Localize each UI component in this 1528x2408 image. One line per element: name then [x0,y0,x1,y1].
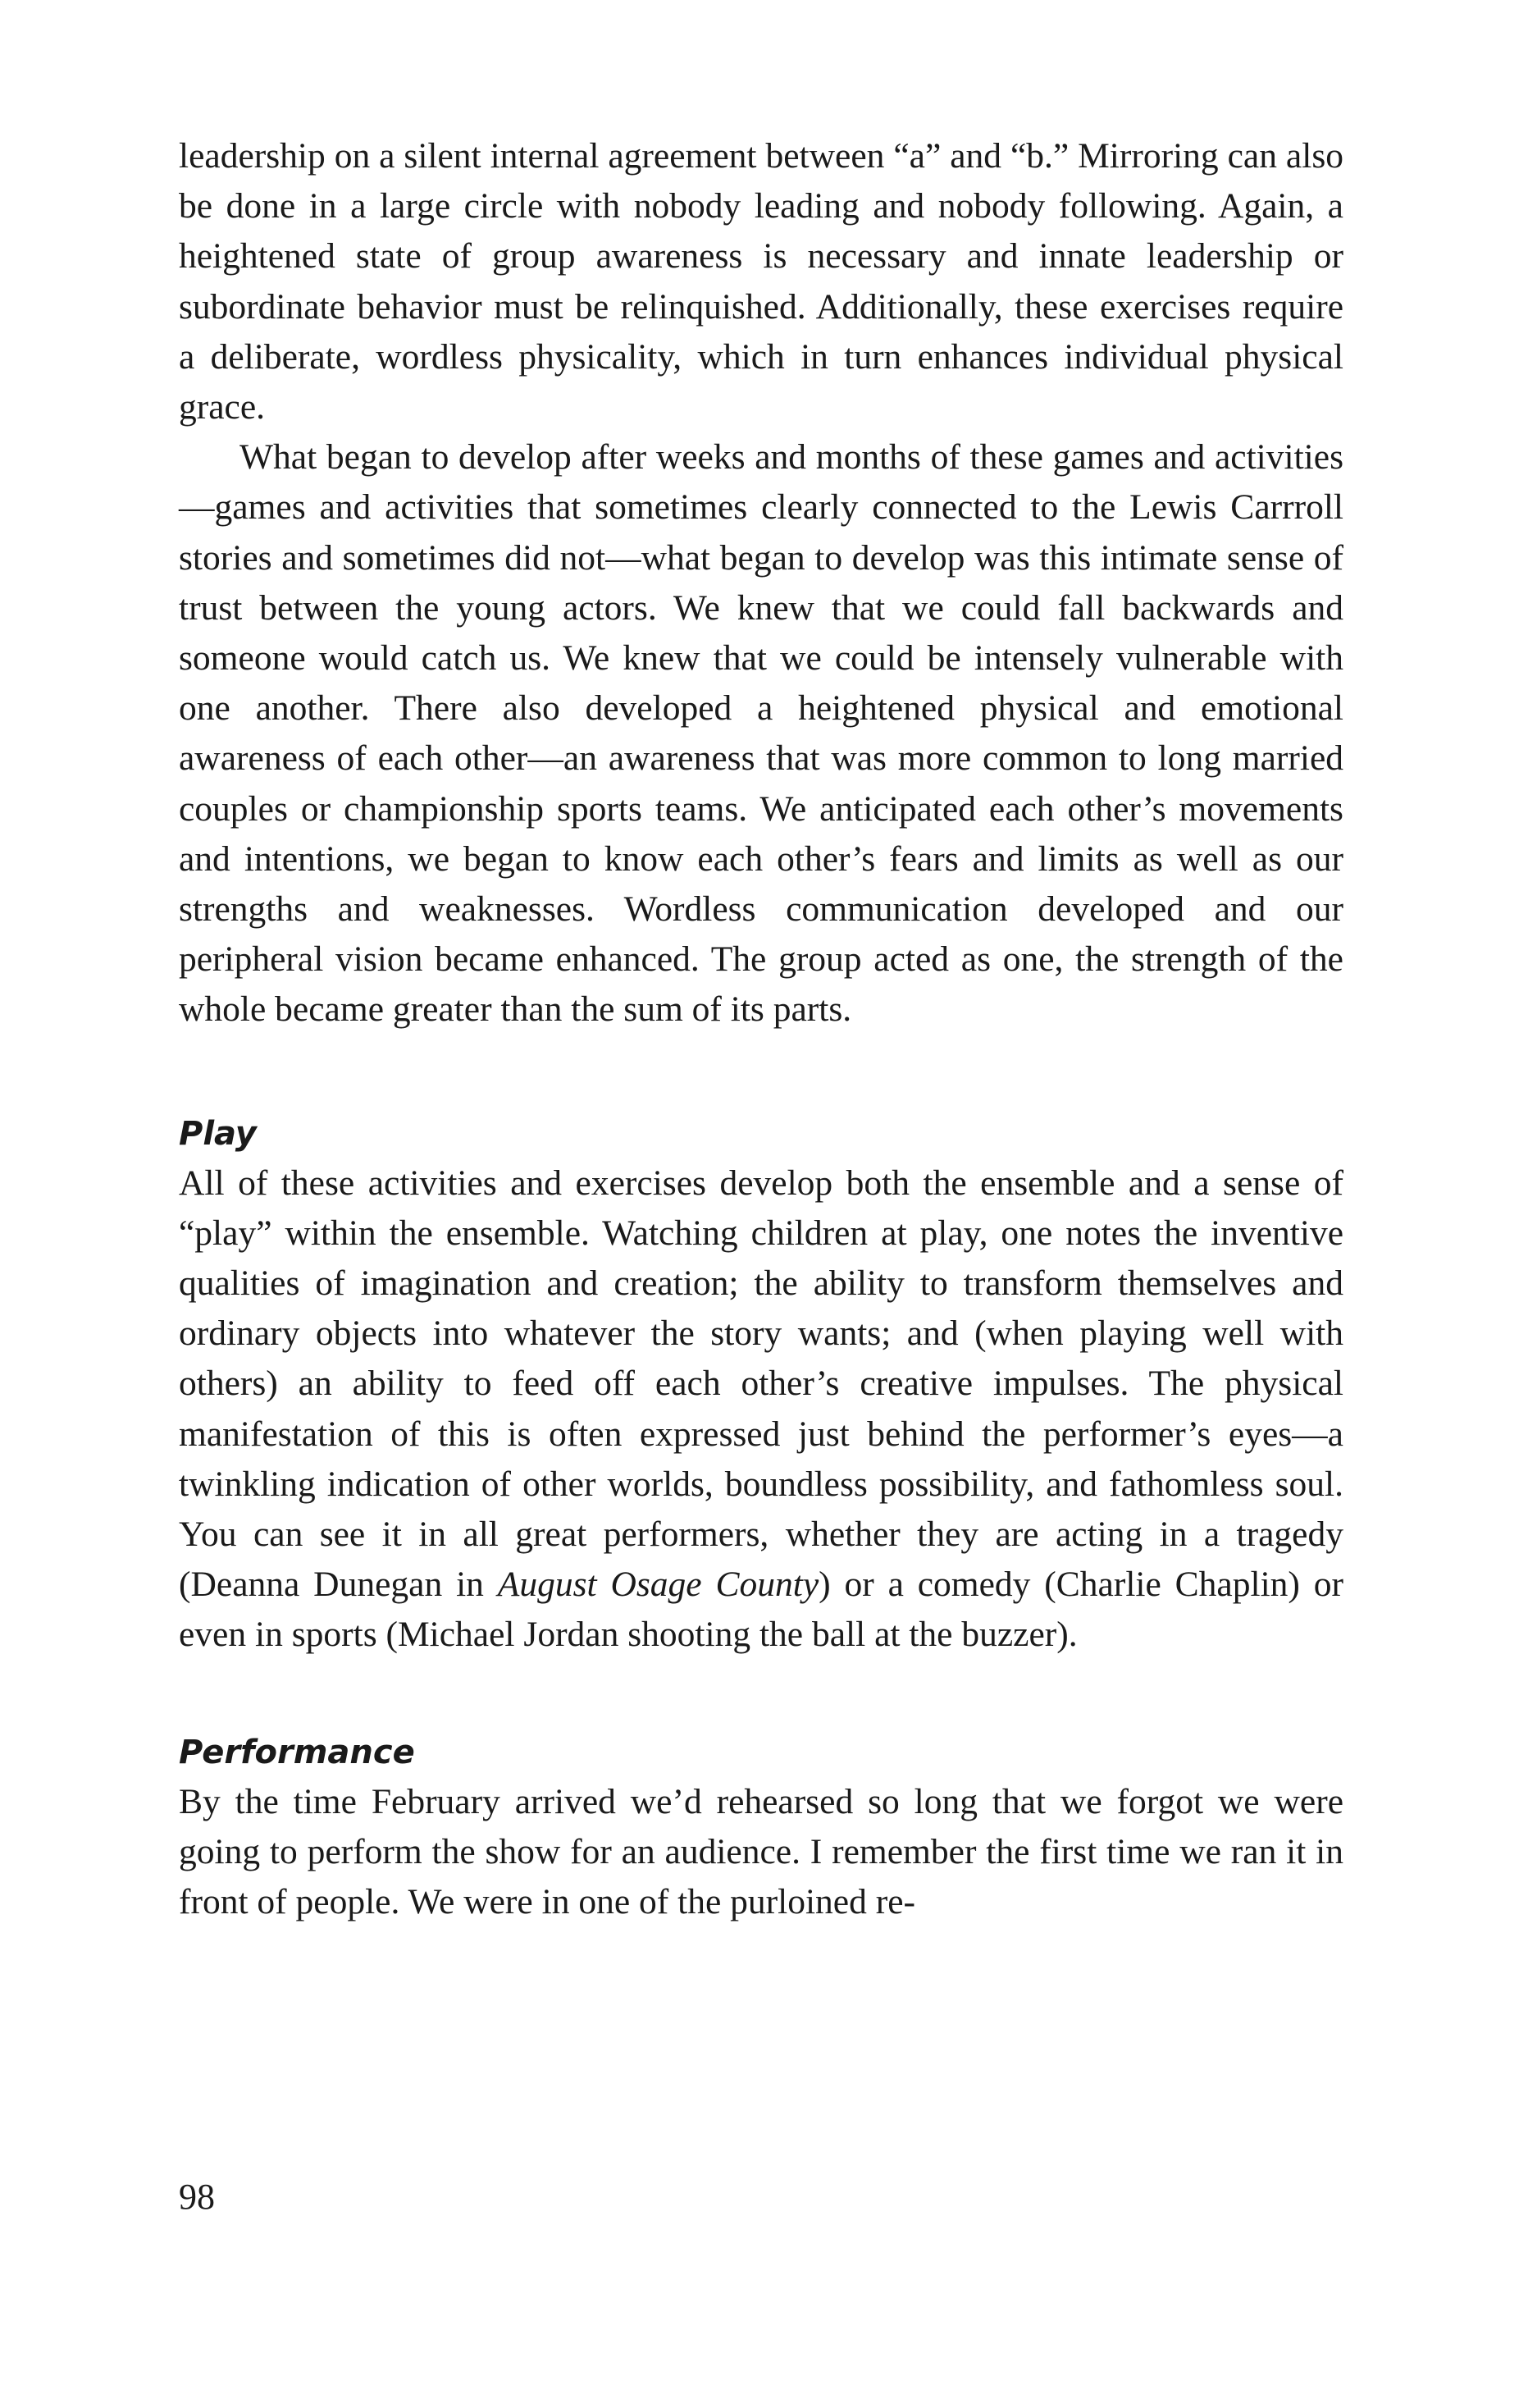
paragraph-play-start: All of these activities and exercises develop both the ensemble and a sense of “play” within the ensemble. Watching children at play, one notes the inventive qualities of imagination and creation; the ability to transform themselves and ordinary objects into whatever the story wants; and (when playing well with others) an ability to feed off each other’s creative impulses. The physical manifestation of this is often expressed just behind the performer’s eyes—a twinkling indication of other worlds, boundless possibility, and fathomless soul. You can see it in all great performers, whether they are acting in a tragedy (Deanna Dunegan in [179,1163,1343,1605]
heading-performance: Performance [179,1733,415,1771]
section-gap [179,1661,1343,1728]
section-gap [179,1035,1343,1109]
paragraph-performance: By the time February arrived we’d rehearsed so long that we forgot we were going to perform the show for an audience. I remember the first time we ran it in front of people. We were in one of the purloined re- [179,1781,1343,1922]
paragraph-play [179,1158,1343,1661]
heading-play: Play [179,1114,257,1153]
page-body [179,131,1343,1927]
paragraph-mirroring: leadership on a silent internal agreement between “a” and “b.” Mirroring can also be done in a large circle with nobody leading and nobody following. Again, a heightened state of group awareness is necessary and innate leadership or subordinate behavior must be relinquished. Additionally, these exercises require a deliberate, wordless physicality, which in turn enhances individual physical grace. [179,136,1343,427]
page-number: 98 [179,2177,215,2217]
paragraph-play-end: ) or a comedy (Charlie Chaplin) or even in sports (Michael Jordan shooting the ball at the buzzer). [179,1565,1343,1655]
paragraph-trust: What began to develop after weeks and months of these games and activities—games and activities that sometimes clearly connected to the Lewis Carrroll stories and sometimes did not—what began to develop was this intimate sense of trust between the young actors. We knew that we could fall backwards and someone would catch us. We knew that we could be intensely vulnerable with one another. There also developed a heightened physical and emotional awareness of each other—an awareness that was more common to long married couples or championship sports teams. We anticipated each other’s movements and intentions, we began to know each other’s fears and limits as well as our strengths and weaknesses. Wordless communication developed and our peripheral vision became enhanced. The group acted as one, the strength of the whole became greater than the sum of its parts. [179,437,1343,1030]
book-title-august-osage-county: August Osage County [497,1565,819,1605]
